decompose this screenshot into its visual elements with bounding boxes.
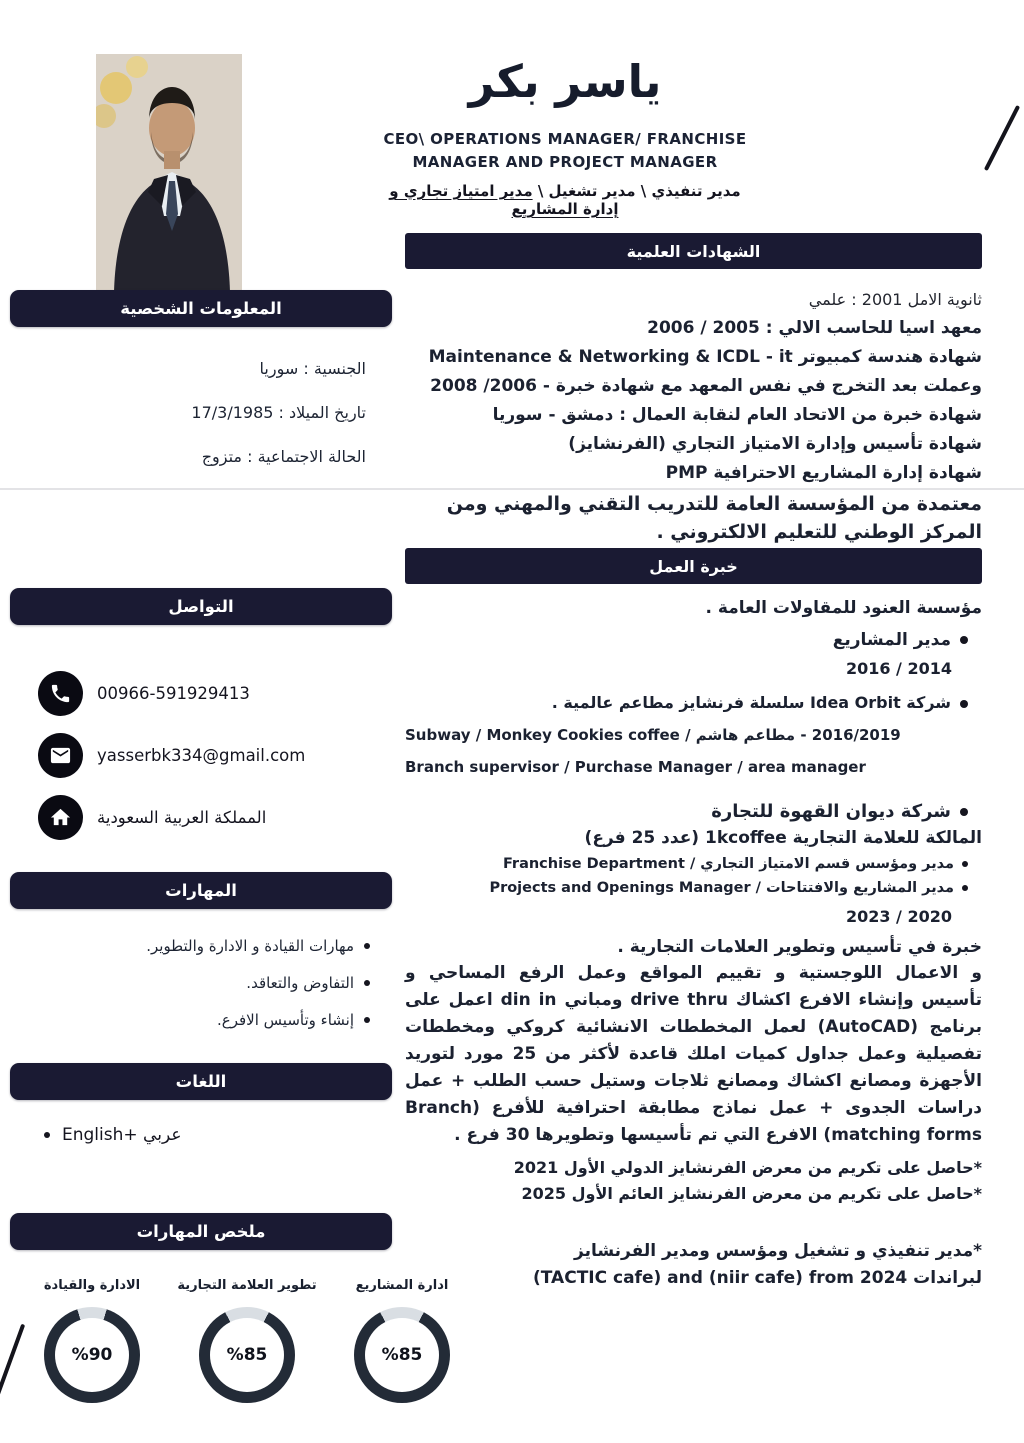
award-line: *حاصل على تكريم من معرض الفرنشايز الدولي الأول 2021 [513, 1158, 982, 1177]
award-line: *حاصل على تكريم من معرض الفرنشايز العائم الأول 2025 [521, 1184, 982, 1203]
gauge-brand-development [177, 1278, 317, 1403]
bullet-icon [364, 980, 370, 986]
section-work-experience [405, 548, 982, 1290]
work-experience-title: خبرة العمل [649, 556, 738, 576]
skill-text: التفاوض والتعاقد. [246, 974, 354, 992]
header [378, 56, 752, 218]
gauge-value: %90 [55, 1318, 129, 1392]
contact-row-phone [10, 671, 392, 716]
employment-years: 2020 / 2023 [845, 907, 952, 926]
skill-gauges [22, 1278, 472, 1403]
company-text: شركة Idea Orbit سلسلة فرنشايز مطاعم عالمية . [551, 693, 951, 712]
section-skills-summary [10, 1213, 449, 1403]
skill-item [10, 1009, 392, 1031]
language-item [44, 1125, 392, 1145]
education-line: معهد اسيا للحاسب الالي : 2005 / 2006 [647, 318, 982, 338]
section-education [405, 233, 982, 546]
home-icon [38, 795, 83, 840]
job-title-en-line2: MANAGER AND PROJECT MANAGER [412, 153, 718, 171]
education-line: شهادة هندسة كمبيوتر Maintenance & Networking & ICDL - it [428, 347, 982, 367]
job-title-ar-plain: مدير تنفيذي \ مدير تشغيل \ [532, 182, 741, 200]
job-title-ar [378, 182, 752, 218]
education-line: شهادة تأسيس وإدارة الامتياز التجاري (الفرنشايز) [568, 434, 982, 454]
bullet-icon [962, 861, 968, 867]
email-icon [38, 733, 83, 778]
bullet-icon [960, 808, 968, 816]
education-line: شهادة خبرة من الاتحاد العام لنقابة العمال : دمشق - سوريا [492, 405, 982, 425]
section-personal-info [10, 290, 392, 489]
personal-info-title: المعلومات الشخصية [120, 299, 282, 318]
summary-intro: خبرة في تأسيس وتطوير العلامات التجارية . [617, 937, 982, 957]
gauge-label: ادارة المشاريع [355, 1278, 449, 1293]
skill-item [10, 935, 392, 957]
job-title-ar-underlined: مدير امتياز تجاري و إدارة المشاريع [389, 182, 619, 218]
skill-item [10, 972, 392, 994]
company-detail: المالكة للعلامة التجارية 1kcoffee (عدد 25 فرع) [584, 828, 982, 848]
bullet-icon [960, 700, 968, 708]
company-detail: Subway / Monkey Cookies coffee / مطاعم هاشم‎ - 2016/2019 [405, 726, 901, 744]
section-contact [10, 588, 392, 857]
bullet-icon [44, 1132, 50, 1138]
current-position-line: لبراندات ‎(TACTIC cafe) and (niir cafe) from 2024 [533, 1268, 982, 1288]
gauge-projects-management [332, 1278, 472, 1403]
education-content [405, 285, 982, 546]
skills-list [10, 935, 392, 1031]
email-address: yasserbk334@gmail.com [97, 746, 306, 765]
contact-row-location [10, 795, 392, 840]
personal-item-marital-status: الحالة الاجتماعية : متزوج [201, 447, 366, 466]
candidate-name: ياسر بكر [468, 55, 662, 108]
education-banner [405, 233, 982, 269]
donut-chart [199, 1307, 295, 1403]
contact-row-email [10, 733, 392, 778]
gauge-management-leadership [22, 1278, 162, 1403]
personal-info-list [10, 357, 392, 469]
contact-banner [10, 588, 392, 625]
pen-stroke-decoration-top-right [984, 105, 1020, 171]
skills-summary-title: ملخص المهارات [136, 1222, 266, 1241]
personal-item-nationality: الجنسية : سوريا [259, 359, 366, 378]
gauge-label: الادارة والقيادة [43, 1278, 141, 1293]
education-line: شهادة إدارة المشاريع الاحترافية PMP [665, 463, 982, 483]
work-experience-banner [405, 548, 982, 584]
section-languages [10, 1063, 392, 1145]
education-line: ثانوية الامل 2001 : علمي [808, 290, 982, 309]
bullet-icon [364, 943, 370, 949]
company-name [405, 799, 982, 825]
education-line: وعملت بعد التخرج في نفس المعهد مع شهادة خبرة - 2006/ 2008 [430, 376, 982, 396]
bullet-icon [962, 885, 968, 891]
gauge-value: %85 [365, 1318, 439, 1392]
role-item [405, 878, 982, 899]
current-position-line: *مدير تنفيذي و تشغيل ومؤسس ومدير الفرنشايز [574, 1241, 982, 1261]
bullet-icon [960, 636, 968, 644]
role-item [405, 854, 982, 875]
skill-text: إنشاء وتأسيس الافرع. [217, 1011, 354, 1029]
portrait-illustration [96, 54, 242, 292]
skill-text: مهارات القيادة و الادارة والتطوير. [146, 937, 354, 955]
employment-years: 2014 / 2016 [845, 659, 952, 678]
language-text: عربي +English [62, 1125, 182, 1145]
skills-summary-banner [10, 1213, 392, 1250]
contact-title: التواصل [168, 597, 234, 616]
job-title-en-line1: CEO\ OPERATIONS MANAGER/ FRANCHISE [383, 130, 747, 148]
personal-info-banner [10, 290, 392, 327]
section-skills [10, 872, 392, 1046]
donut-chart [44, 1307, 140, 1403]
phone-icon [38, 671, 83, 716]
experience-summary-paragraph: و الاعمال اللوجستية و تقييم المواقع وعمل الرفع المساحي و تأسيس وإنشاء الافرع اكشاك drive thru ومباني din in اعمل على برنامج (AutoCAD) لعمل المخططات الانشائية كروكي ومخططات تفصيلية وعمل جداول كميات املك قاعدة لأكثر من 25 مورد لتوريد الأجهزة ومصانع اكشاك ومصانع ثلاجات وستيل حسب الطلب + عمل دراسات الجدوى + عمل نماذج مطابقة احترافية للأفرع (Branch matching forms) الافرع التي تم تأسيسها وتطويرها 30 فرع . [405, 963, 983, 1145]
donut-chart [354, 1307, 450, 1403]
role-text: مدير المشاريع [832, 630, 951, 650]
company-detail: Branch supervisor / Purchase Manager / area manager [405, 758, 866, 776]
role-text: مدير ومؤسس قسم الامتياز التجاري / Franchise Department [502, 856, 954, 872]
role-text: مدير المشاريع والافتتاحات / Projects and Openings Manager [489, 880, 954, 896]
education-title: الشهادات العلمية [626, 241, 761, 261]
personal-item-birthdate: تاريخ الميلاد : 17/3/1985 [191, 403, 366, 422]
location-text: المملكة العربية السعودية [97, 808, 267, 827]
languages-banner [10, 1063, 392, 1100]
gauge-value: %85 [210, 1318, 284, 1392]
skills-title: المهارات [165, 881, 237, 900]
education-line: معتمدة من المؤسسة العامة للتدريب التقني والمهني ومن المركز الوطني للتعليم الالكتروني . [446, 493, 982, 543]
company-name: مؤسسة العنود للمقاولات العامة . [705, 598, 982, 618]
contact-list [10, 671, 392, 840]
company-text: شركة ديوان القهوة للتجارة [711, 801, 951, 822]
skills-banner [10, 872, 392, 909]
languages-title: اللغات [175, 1072, 227, 1091]
gauge-label: تطوير العلامة التجارية [177, 1278, 317, 1293]
role-item [405, 628, 982, 652]
phone-number: 00966-591929413 [97, 684, 250, 703]
bullet-icon [364, 1017, 370, 1023]
work-experience-content [405, 596, 982, 1290]
company-name [405, 691, 982, 715]
profile-photo [96, 54, 242, 292]
